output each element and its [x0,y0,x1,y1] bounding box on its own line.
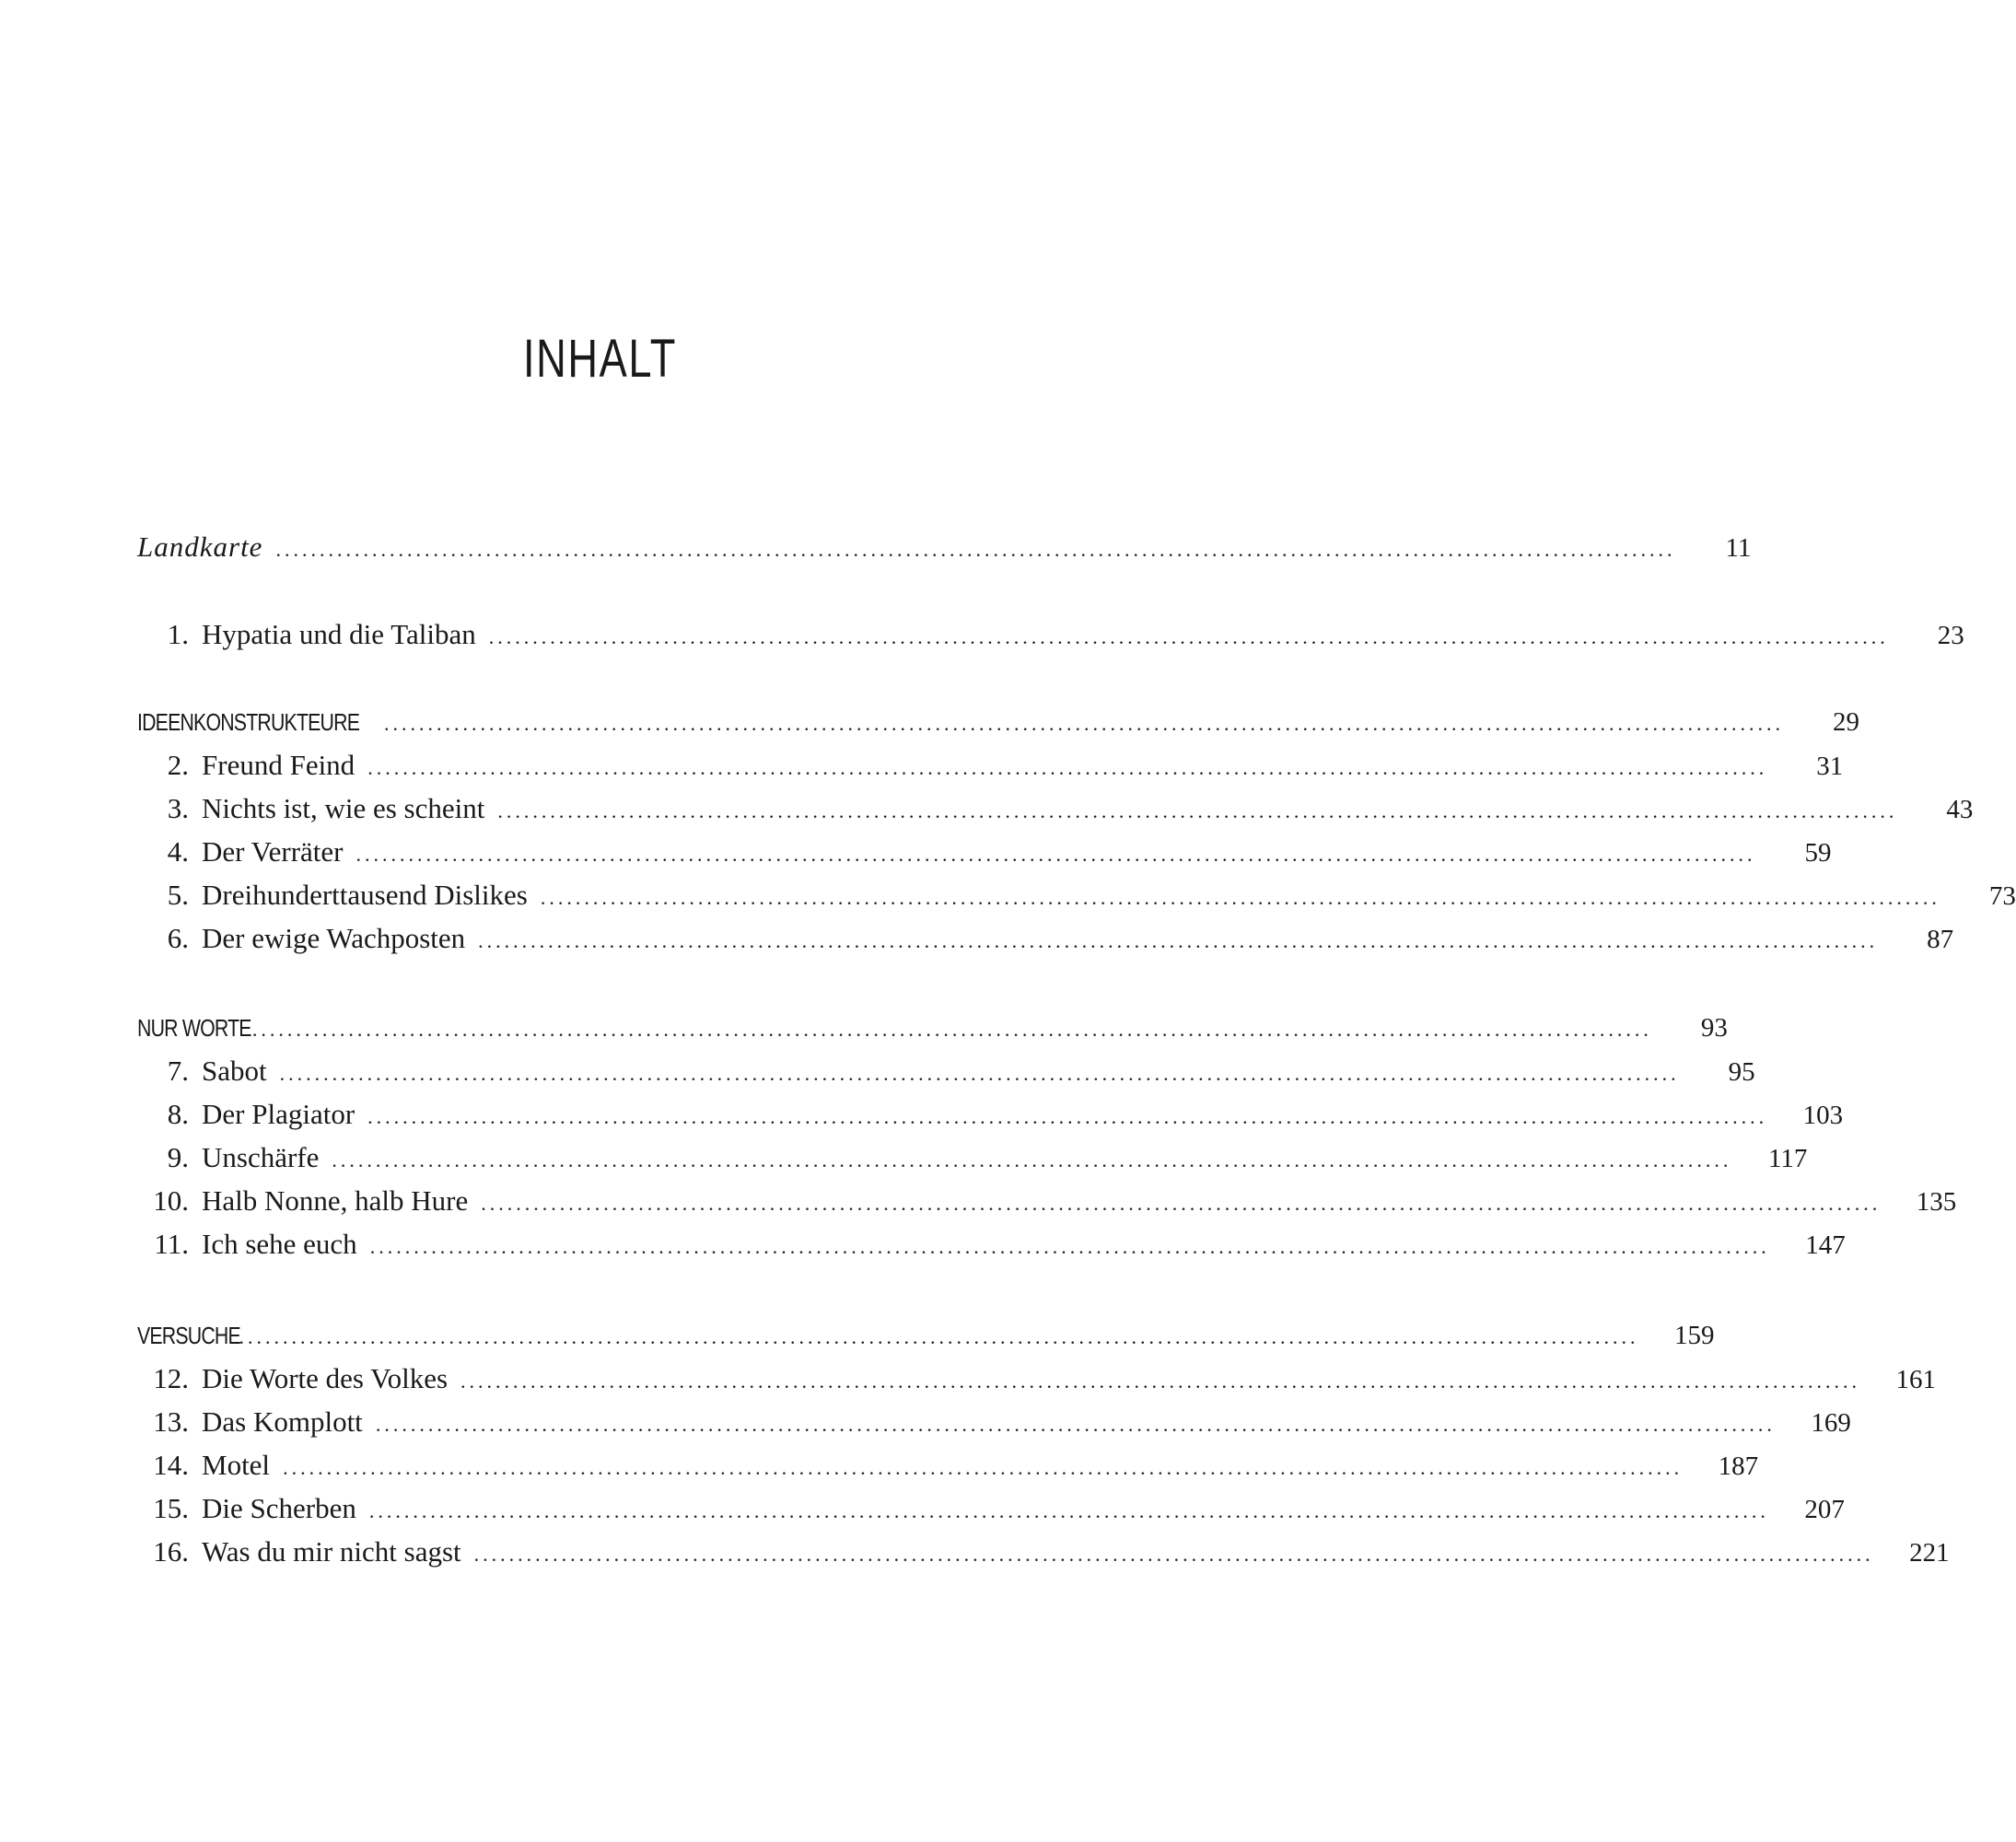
toc-entry-page: 221 [1909,1538,1950,1568]
dot-leader: ................................................................................................................................................................ [367,1105,1768,1128]
toc-entry-label: Dreihunderttausend Dislikes [202,879,528,911]
toc-entry-label: Sabot [202,1055,267,1087]
toc-entry-number: 8. [167,1098,189,1130]
dot-leader: ................................................................................................................................................................ [481,1192,1882,1215]
page-title: INHALT [523,329,677,389]
toc-entry-page: 31 [1816,752,1844,781]
dot-leader: ................................................................................................................................................................ [275,538,1676,561]
toc-entry-label: Unschärfe [202,1141,320,1173]
toc-entry-page: 159 [1673,1321,1715,1350]
dot-leader: ................................................................................................................................................................ [239,1325,1639,1348]
toc-entry-page: 73 [1988,881,2016,911]
dot-leader: ................................................................................................................................................................ [478,929,1879,952]
toc-entry-label: Halb Nonne, halb Hure [202,1184,469,1217]
toc-entry[interactable] [137,832,1832,872]
toc-entry-label: Die Scherben [202,1492,356,1524]
toc-entry-number: 7. [167,1055,189,1087]
dot-leader: ................................................................................................................................................................ [283,1456,1684,1479]
toc-entry[interactable] [137,1445,1759,1486]
toc-entry-page: 11 [1725,533,1752,563]
toc-entry-number: 11. [154,1228,189,1260]
toc-entry-label: Nichts ist, wie es scheint [202,792,485,824]
toc-entry-label: Hypatia und die Taliban [202,618,476,650]
dot-leader: ................................................................................................................................................................ [251,1018,1652,1041]
toc-entry[interactable] [137,1358,1937,1399]
dot-leader: ................................................................................................................................................................ [488,625,1889,648]
toc-entry[interactable] [137,614,1964,655]
dot-leader: ................................................................................................................................................................ [384,712,1785,735]
toc-entry[interactable] [137,1488,1845,1529]
toc-entry-page: 29 [1833,707,1860,737]
toc-entry[interactable] [137,1224,1846,1265]
toc-entry-page: 117 [1767,1144,1808,1173]
toc-section-nur-worte[interactable] [137,1008,1728,1048]
toc-entry-page: 95 [1728,1057,1755,1087]
toc-entry-label: Landkarte [137,530,263,563]
toc-entry[interactable] [137,745,1844,786]
dot-leader: ................................................................................................................................................................ [332,1148,1732,1172]
toc-entry-page: 43 [1946,795,1974,824]
dot-leader: ................................................................................................................................................................ [540,886,1940,909]
toc-section-label: NUR WORTE [137,1014,251,1042]
toc-entry-number: 12. [153,1362,189,1394]
toc-entry-page: 187 [1718,1451,1759,1481]
toc-entry[interactable] [137,1402,1851,1442]
toc-entry-page: 135 [1916,1187,1957,1217]
toc-entry-number: 15. [153,1492,189,1524]
dot-leader: ................................................................................................................................................................ [497,799,1898,822]
dot-leader: ................................................................................................................................................................ [279,1062,1680,1085]
toc-entry-label: Der Plagiator [202,1098,355,1130]
toc-entry[interactable] [137,788,1974,829]
toc-entry[interactable] [137,1532,1950,1572]
toc-section-label: IDEENKONSTRUKTEURE [137,708,360,736]
toc-entry-page: 169 [1811,1408,1851,1438]
toc-entry-landkarte[interactable] [137,527,1752,567]
dot-leader: ................................................................................................................................................................ [375,1413,1776,1436]
dot-leader: ................................................................................................................................................................ [460,1370,1861,1393]
toc-entry[interactable] [137,1137,1808,1178]
toc-entry-page: 59 [1804,838,1832,868]
toc-entry[interactable] [137,918,1954,959]
dot-leader: ................................................................................................................................................................ [367,756,1768,779]
dot-leader: ................................................................................................................................................................ [368,1499,1769,1522]
toc-entry-number: 9. [167,1141,189,1173]
dot-leader: ................................................................................................................................................................ [473,1543,1874,1566]
toc-entry-number: 10. [153,1184,189,1217]
toc-section-versuche[interactable] [137,1315,1715,1356]
toc-entry-page: 23 [1937,621,1964,650]
toc-entry[interactable] [137,875,2016,915]
toc-entry-label: Was du mir nicht sagst [202,1535,461,1568]
toc-entry-page: 87 [1927,925,1954,954]
toc-entry-label: Der Verräter [202,835,344,868]
toc-entry-number: 6. [167,922,189,954]
toc-entry-number: 1. [167,618,189,650]
toc-entry-number: 13. [153,1405,189,1438]
toc-entry-number: 14. [153,1449,189,1481]
dot-leader: ................................................................................................................................................................ [369,1235,1770,1258]
toc-entry-label: Der ewige Wachposten [202,922,466,954]
toc-entry[interactable] [137,1181,1957,1221]
toc-entry-number: 3. [167,792,189,824]
toc-entry-label: Das Komplott [202,1405,363,1438]
toc-entry-label: Freund Feind [202,749,355,781]
toc-entry-page: 103 [1802,1101,1844,1130]
toc-entry-page: 207 [1804,1495,1845,1524]
toc-entry-label: Die Worte des Volkes [202,1362,449,1394]
toc-section-label: VERSUCHE [137,1322,240,1349]
toc-entry-number: 5. [167,879,189,911]
dot-leader: ................................................................................................................................................................ [355,843,1756,866]
toc-entry-number: 2. [167,749,189,781]
toc-entry-page: 147 [1805,1230,1846,1260]
toc-section-ideenkonstrukteure[interactable] [137,702,1860,742]
toc-entry[interactable] [137,1094,1844,1135]
toc-entry-number: 4. [167,835,189,868]
toc-entry-page: 93 [1700,1013,1728,1043]
toc-entry-label: Ich sehe euch [202,1228,357,1260]
toc-entry-page: 161 [1895,1365,1937,1394]
toc-entry-label: Motel [202,1449,271,1481]
toc-entry-number: 16. [153,1535,189,1568]
toc-entry[interactable] [137,1051,1755,1091]
